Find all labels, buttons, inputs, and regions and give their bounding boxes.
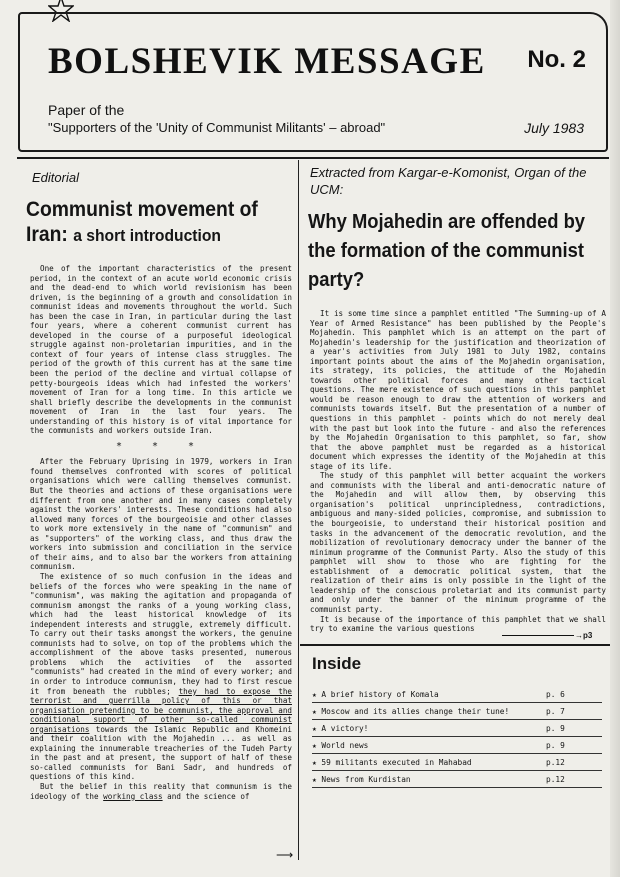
contents-item	[312, 720, 602, 737]
contents-item-page: p. 6	[546, 690, 565, 699]
page-edge	[610, 0, 620, 877]
editorial-body	[30, 264, 292, 801]
contents-item-title: ★ 59 militants executed in Mahabad	[312, 758, 472, 767]
contents-item-page: p. 9	[546, 724, 565, 733]
inside-contents	[312, 650, 602, 788]
headline-sub: a short introduction	[73, 226, 221, 245]
masthead-divider	[17, 157, 609, 159]
underlined-text: working class	[103, 791, 163, 801]
issue-number: No. 2	[527, 46, 586, 73]
contents-item-title: ★ News from Kurdistan	[312, 775, 411, 784]
contents-item-page: p. 9	[546, 741, 565, 750]
article-column	[304, 162, 610, 634]
paragraph: One of the important characteristics of the present period, in the context of an acute world economic crisis and the dead-end to which world revisionism has been driven, is the beginning of a growth and consolidation in communist ideas and movements throughout the world. Such has been the case in Iran, in particular during the last four years, where a coherent communist current has developed in the course of a purposeful ideological struggle against non-proletarian impurities, and in the context of four years of intense class struggles. The period of the growth of this current has at the same time been the period of the decline and virtual collapse of petty-bourgeois ideas which had infested the workers' movement of Iran for a long time. In this article we shall briefly describe the developments in the communist movement of Iran in the last four years. The understanding of this history is of vital importance for the communists and workers outside Iran.	[30, 264, 292, 436]
masthead	[18, 12, 608, 152]
contents-item-page: p.12	[546, 775, 565, 784]
paragraph	[30, 782, 292, 801]
contents-item	[312, 771, 602, 788]
contents-item-title: ★ A victory!	[312, 724, 369, 733]
section-separator: * * *	[115, 440, 207, 452]
text-run: towards the Islamic Republic and Khomeini and their coalition with the Mojahedin ... as well as explaining the innumerable treacheries of the Tudeh Party in the past and at present, the support of half of these so-called communists for Bani Sadr, and hundreds of questions of this kind.	[30, 724, 292, 782]
paragraph: The study of this pamphlet will better acquaint the workers and communists with the liberal and anti-democratic nature of the Mojahedin and will allow them, by observing this organisation's political unprincipledness, contradictions, ambiguous and many-sided policies, compromise, and submission to the bourgeoisie, to understand their historical position and tasks in the advancement of the democratic revolution, and the mobilization of revolutionary democracy under the banner of the minimum programme of the Communist Party. Also the study of this pamphlet will show to those who are fighting for the establishment of a democratic political system, that the realization of their aims is only possible in the light of the leadership of the conscious proletariat and its communist party and only under the banner of the minimum programme of the communist party.	[310, 471, 606, 614]
paragraph: It is because of the importance of this pamphlet that we shall try to examine the various questions	[310, 614, 606, 634]
subtitle-line-1: Paper of the	[48, 102, 125, 118]
inside-heading: Inside	[312, 654, 362, 673]
contents-list	[312, 686, 602, 788]
contents-item-page: p.12	[546, 758, 565, 767]
contents-item	[312, 754, 602, 771]
editorial-column	[22, 162, 294, 801]
article-body	[310, 309, 606, 634]
editorial-headline	[26, 197, 302, 248]
continued-line	[502, 635, 574, 636]
headline-main: Communist movement of Iran:	[26, 198, 258, 246]
column-rule	[298, 160, 299, 860]
contents-item	[312, 703, 602, 720]
contents-item-title: ★ World news	[312, 741, 369, 750]
article-headline: Why Mojahedin are offended by the formation of the communist party?	[308, 211, 586, 291]
underlined-text: they had to expose the terrorist and guerrilla policy of this or that organisation pretending to be communist, the approval and conditional support of other so-called communist organisations	[30, 686, 292, 734]
subtitle-line-2: "Supporters of the 'Unity of Communist Militants' – abroad"	[48, 120, 386, 135]
continued-arrow-icon: ⟶	[276, 848, 294, 862]
section-label: Editorial	[32, 170, 79, 185]
contents-item-title: ★ Moscow and its allies change their tune!	[312, 707, 510, 716]
inside-divider	[300, 644, 610, 646]
contents-item	[312, 686, 602, 703]
extract-label: Extracted from Kargar-e-Komonist, Organ of the UCM:	[310, 165, 587, 197]
text-run: and the science of	[167, 791, 250, 801]
continued-page: p3	[583, 631, 593, 640]
text-run: The existence of so much confusion in the ideas and beliefs of the forces who were speaking in the name of "communism", was making the agitation and propaganda of communism amongst the ranks of a young working class, which had the least historical knowledge of its independent interests and struggle, extremely difficult. To carry out their tasks amongst the workers, the genuine communists had to solve, on top of the problems which the accomplishment of the above tasks presented, numerous problems which the activities of the assorted "communists" had created in the mind of every worker; and in order to introduce communism, they had to first rescue it from beneath the rubbles;	[30, 571, 292, 696]
paragraph	[30, 572, 292, 782]
paragraph: It is some time since a pamphlet entitled "The Summing-up of A Year of Armed Resistance" has been published by the People's Mojahedin. This pamphlet which is an attempt on the part of Mojahedin's leadership for the justification and theorization of a year's activities from July 1981 to July 1982, contains important points about the aims of the Mojahedin organisation, its strategy, its policies, the attitude of the Mojahedin towards other political forces and many other tactical questions. The mere existence of such questions in this pamphlet would be reason enough to draw the attention of workers and communists towards itself. But the presentation of a number of questions in this pamphlet - points which do not merely deal with the past but look into the future - and also the references by the Mojahedin Organisation to this pamphlet, so far, show that the above pamphlet must be regarded as a historical document which expresses the identity of the Mojahedin at this stage of its life.	[310, 309, 606, 471]
paragraph: After the February Uprising in 1979, workers in Iran found themselves confronted with scores of political organisations which were calling themselves communist. But the theories and actions of these organisations were different from one another and in many cases completely against the workers' interests. These conditions had also allowed many forces of the bourgeoisie and other classes to work more extensively in the name of "communism" and as "supporters" of the working class, and thus draw the workers into submission and conciliation in the service of their aims, and to also bar the workers from attaining communism.	[30, 457, 292, 572]
contents-item-title: ★ A brief history of Komala	[312, 690, 439, 699]
newspaper-title: BOLSHEVIK MESSAGE	[48, 41, 486, 82]
issue-date: July 1983	[524, 120, 584, 136]
text-run: But the belief in this reality that communism is the ideology of the	[30, 781, 292, 801]
contents-item-page: p. 7	[546, 707, 565, 716]
continued-page-ref: →p3	[575, 631, 593, 640]
contents-item	[312, 737, 602, 754]
